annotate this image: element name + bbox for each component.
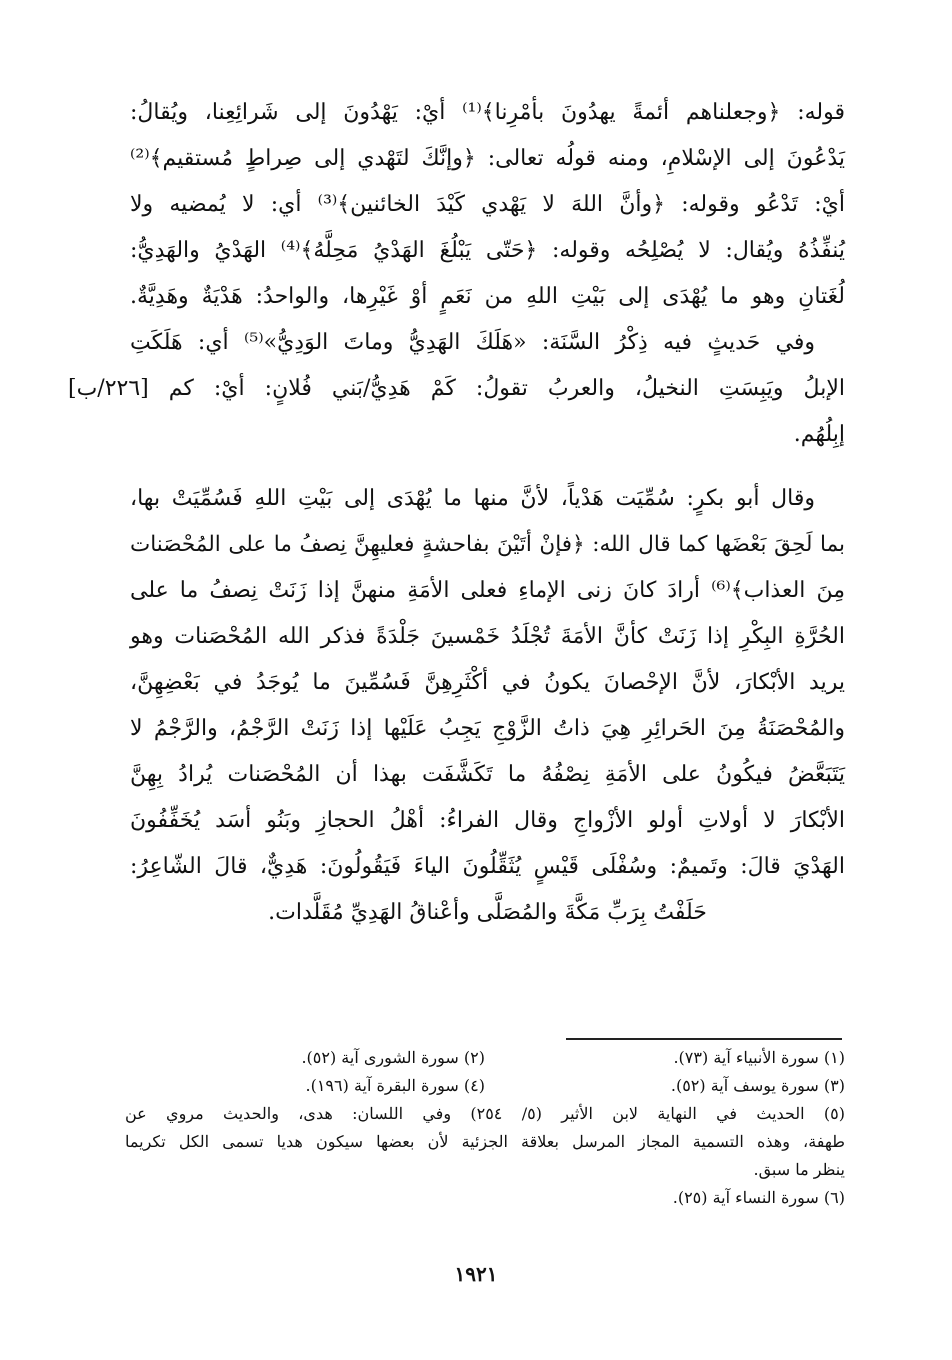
footnotes [125,1044,845,1212]
poetry-verse: حَلَفْتُ بِرَبِّ مَكَّةَ والمُصَلَّى وأعْناقُ الهَدِيِّ مُقَلَّدات. [268,900,707,925]
text-line: الأبْكارَ لا أولاتِ أولو الأزْواجِ وقال الفراءُ: أهْلُ الحجازِ وبَنُو أسَد يُخَفِّفُونَ [130,808,845,833]
footnote-3: (٣) سورة يوسف آية (٥٢). [670,1076,845,1095]
text-line: يَدْعُونَ إلى الإسْلامِ، ومنه قولُه تعالى: ﴿وإنَّكَ لتَهْدي إلى صِراطٍ مُستقيم﴾⁽²⁾ [130,146,845,171]
text-line: وقال أبو بكرٍ: سُمِّيَت هَدْياً، لأنَّ منها ما يُهْدَى إلى بَيْتِ اللهِ فَسُمِّيَتْ بها، [130,486,815,511]
footnote-6: (٦) سورة النساء آية (٢٥). [672,1188,845,1207]
footnote-2: (٢) سورة الشورى آية (٥٢). [301,1048,485,1067]
text-line: وفي حَديثٍ فيه ذِكْرُ السَّنَة: «هَلَكَ الهَدِيُّ وماتَ الوَدِيُّ»⁽⁵⁾ أي: هَلَكَتِ [130,330,816,355]
text-line: والمُحْصَنَةُ مِنَ الحَرائِرِ هِيَ ذاتُ الزَّوْجِ يَجِبُ عَلَيْها إذا زَنَتْ الرَّجْمُ، والرَّجْمُ لا [130,716,845,741]
text-line: إبِلُهُم. [793,422,845,447]
text-line: يُنفِّذُهُ ويُقال: لا يُصْلِحُه وقوله: ﴿حَتّى يَبْلُغَ الهَدْيُ مَحِلَّهُ﴾⁽⁴⁾ الهَدْيُ والهَدِيُّ: [130,238,846,263]
text-line: يريد الأبْكارَ، لأنَّ الإحْصانَ يكونُ في أكْثَرِهِنَّ فَسُمِّينَ ما يُوجَدُ في بَعْضِهِنَّ، [130,670,845,695]
text-line: بما لَحِقَ بَعْضَها كما قال الله: ﴿فإنْ أتَيْنَ بفاحشةٍ فعليهِنَّ نِصفُ ما على المُحْصَنات [130,532,845,557]
footnote-1: (١) سورة الأنبياء آية (٧٣). [673,1048,845,1067]
footnote-row [125,1044,845,1072]
page-number: ١٩٢١ [454,1262,498,1286]
text-line: الهَدْيَ قالَ: وتَميمٌ: وسُفْلَى قَيْسٍ يُثَقِّلُونَ الياءَ فَيَقُولُونَ: هَدِيٌّ، قالَ الشّاعِرُ: [130,854,845,879]
text-line: قوله: ﴿وجعلناهم أئمةً يهدُونَ بأمْرِنا﴾⁽¹⁾ أيْ: يَهْدُونَ إلى شَرائِعِنا، ويُقالُ: [130,100,845,125]
text-line: الإبلُ ويَبِسَتِ النخيلُ، والعربُ تقولُ: كَمْ هَدِيُّ/بَني فُلانٍ: أيْ: كم [٢٢٦/ب] [68,376,845,401]
footnote-5-line: طهفة، وهذه التسمية المجاز المرسل بعلاقة الجزئية لأن بعضها سيكون هديا تسمى الكل تكريما [125,1132,845,1151]
text-line: يَتَبَعَّضُ فيكُونُ على الأمَةِ نِصْفُهُ ما تَكَشَّفَت بهذا أن المُحْصَنات يُرادُ بِهِنَّ [130,762,845,787]
text-line: الحُرَّةِ البِكْرِ إذا زَنَتْ كأنَّ الأمَةَ تُجْلَدُ خَمْسينَ جَلْدَةً فذكر الله المُحْصَنات وهو [130,624,845,649]
footnote-row [125,1072,845,1100]
footnote-4: (٤) سورة البقرة آية (١٩٦). [305,1076,485,1095]
text-line: مِنَ العذاب﴾⁽⁶⁾ أرادَ كانَ زنى الإماءِ فعلى الأمَةِ منهنَّ إذا زَنَتْ نِصفُ ما على [130,578,845,603]
main-text [68,90,846,936]
footnote-divider [566,1038,842,1040]
text-line: أيْ: تَدْعُو وقوله: ﴿وأنَّ اللهَ لا يَهْدي كَيْدَ الخائنين﴾⁽³⁾ أي: لا يُمضيه ولا [130,192,845,217]
text-line: لُغَتانِ وهو ما يُهْدَى إلى بَيْتِ اللهِ من نَعَمٍ أوْ غَيْرِها، والواحدُ: هَدْيَةٌ وهَدِيَّةٌ. [130,284,845,309]
footnote-5-line: ينظر ما سبق. [753,1160,845,1179]
footnote-5-line: (٥) الحديث في النهاية لابن الأثير (٥/ ٢٥٤) وفي اللسان: هدى، والحديث مروي عن [125,1104,846,1123]
